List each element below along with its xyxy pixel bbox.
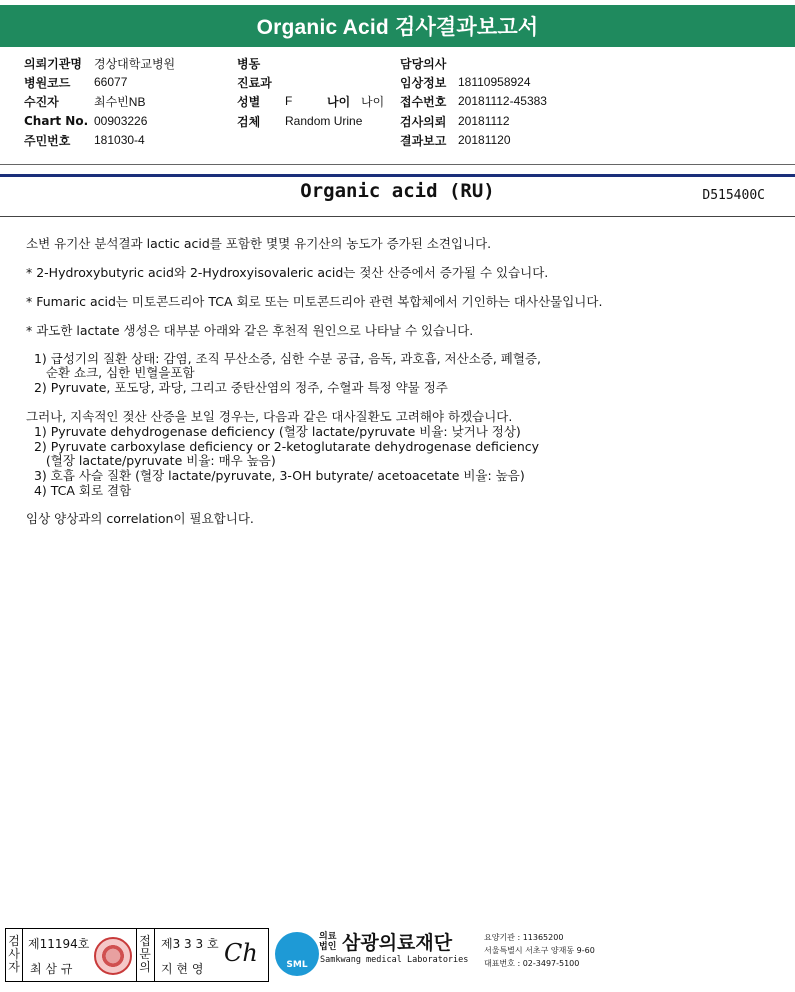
info-label: 담당의사 [400,56,447,71]
info-label: Chart No. [24,114,89,128]
info-value: 181030-4 [94,133,145,147]
report-footer [0,922,795,988]
info-row [237,112,362,130]
sml-logo-icon: SML [275,932,319,976]
info-row [24,112,147,130]
info-label: 나이 [327,94,351,109]
info-label: 의뢰기관명 [24,56,82,71]
confirm-name: 지 현 영 [161,962,204,976]
signature: Ch [224,939,258,967]
info-row [400,73,531,91]
report-line: 1) 급성기의 질환 상태: 감염, 조직 무산소증, 심한 수분 공급, 음독, 과호흡, 저산소증, 폐혈증, [26,351,542,366]
signature-box [5,928,269,982]
info-label: 임상정보 [400,75,447,90]
report-code: D515400C [702,188,765,203]
info-label: 수진자 [24,94,59,109]
inspector-name: 최 삼 규 [30,962,73,976]
report-line: 4) TCA 회로 결함 [26,483,132,498]
info-value: 나이 [361,94,385,109]
info-label: 접수번호 [400,94,447,109]
report-line: * 2-Hydroxybutyric acid와 2-Hydroxyisovaleric acid는 젖산 산증에서 증가될 수 있습니다. [26,265,549,280]
report-header [0,5,795,47]
org-contact-line: 대표번호 : 02-3497-5100 [484,959,580,968]
report-line: 그러나, 지속적인 젖산 산증을 보일 경우는, 다음과 같은 대사질환도 고려해야 하겠습니다. [26,409,513,424]
info-row [24,131,145,149]
info-value: Random Urine [285,114,363,128]
inspector-label: 검 사 자 [8,934,20,974]
info-value: 00903226 [94,114,148,128]
confirm-label: 접 문 의 [139,934,151,974]
info-value: 최수빈NB [94,94,146,109]
report-line: (혈장 lactate/pyruvate 비율: 매우 높음) [26,453,276,468]
info-label: 병원코드 [24,75,71,90]
info-value: 20181120 [458,133,511,147]
info-label: 결과보고 [400,133,447,148]
info-row [400,54,458,72]
report-line: 임상 양상과의 correlation이 필요합니다. [26,511,254,526]
info-row [400,131,511,149]
report-line: 소변 유기산 분석결과 lactic acid를 포함한 몇몇 유기산의 농도가 증가된 소견입니다. [26,236,492,251]
report-line: 1) Pyruvate dehydrogenase deficiency (혈장 lactate/pyruvate 비율: 낮거나 정상) [26,424,521,439]
org-name-en: Samkwang medical Laboratories [320,955,469,965]
confirm-license: 제3 3 3 호 [161,937,219,951]
info-row [400,112,510,130]
info-row [237,54,285,72]
org-contact-line: 요양기관 : 11365200 [484,933,564,942]
info-label: 성별 [237,94,261,109]
info-row [24,73,127,91]
org-tag: 의료 법인 [319,932,337,952]
info-value: 18110958924 [458,75,531,89]
info-row [237,73,285,91]
info-row [237,92,384,110]
report-line: 2) Pyruvate, 포도당, 과당, 그리고 중탄산염의 정주, 수혈과 특정 약물 정주 [26,380,448,395]
divider [0,164,795,165]
info-value: 경상대학교병원 [94,56,176,71]
info-label: 검체 [237,114,261,129]
info-value: 66077 [94,75,128,89]
org-name: 삼광의료재단 [342,932,453,954]
org-contact-line: 서울특별시 서초구 양재동 9-60 [484,946,595,955]
report-line: * Fumaric acid는 미토콘드리아 TCA 회로 또는 미토콘드리아 관련 복합체에서 기인하는 대사산물입니다. [26,294,603,309]
report-line: 순환 쇼크, 심한 빈혈을포함 [26,365,195,380]
info-value: F [285,94,293,108]
divider [0,216,795,217]
report-title: Organic acid (RU) [300,180,495,202]
info-label: 진료과 [237,75,272,90]
info-value: 20181112 [458,114,510,128]
report-line: * 과도한 lactate 생성은 대부분 아래와 같은 후천적 원인으로 나타날 수 있습니다. [26,323,474,338]
info-row [400,92,547,110]
info-row [24,92,145,110]
inspector-license: 제11194호 [28,937,90,951]
info-label: 검사의뢰 [400,114,447,129]
info-label: 병동 [237,56,261,71]
seal-stamp-icon [94,937,132,975]
info-label: 주민번호 [24,133,71,148]
report-line: 3) 호흡 사슬 질환 (혈장 lactate/pyruvate, 3-OH butyrate/ acetoacetate 비율: 높음) [26,468,525,483]
org-contact [484,931,595,970]
report-header-title: Organic Acid 검사결과보고서 [256,16,539,39]
divider [0,174,795,177]
info-value: 20181112-45383 [458,94,547,108]
report-line: 2) Pyruvate carboxylase deficiency or 2-ketoglutarate dehydrogenase deficiency [26,439,540,454]
info-row [24,54,175,72]
